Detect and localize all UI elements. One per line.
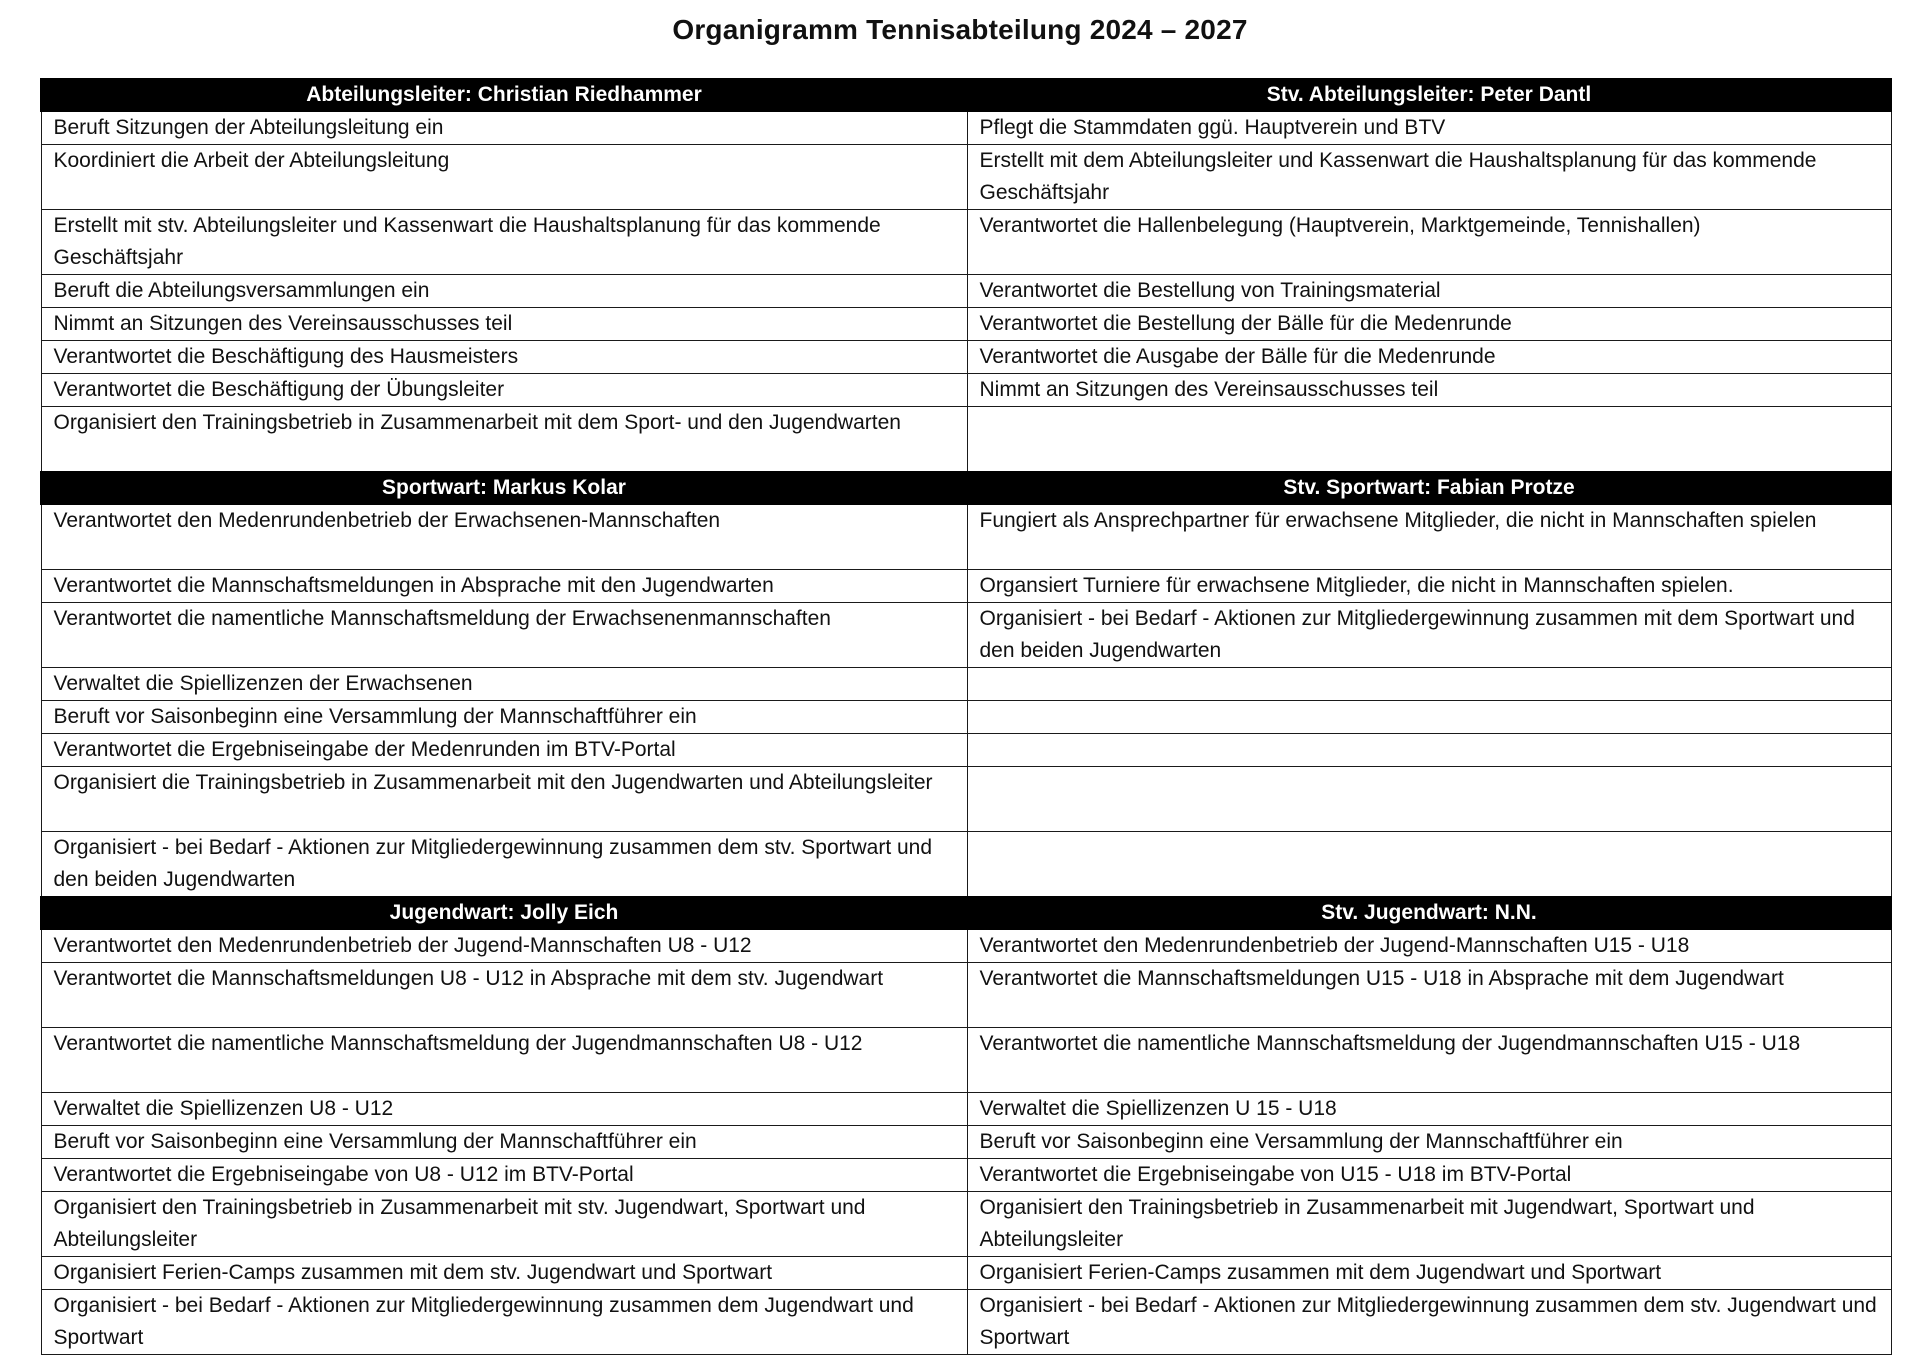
table-row (41, 111, 1891, 145)
table-row (41, 308, 1891, 341)
table-row (41, 734, 1891, 767)
task-cell: Organisiert Ferien-Camps zusammen mit dem Jugendwart und Sportwart (967, 1257, 1891, 1290)
task-cell: Organisiert den Trainingsbetrieb in Zusammenarbeit mit stv. Jugendwart, Sportwart und Abteilungsleiter (41, 1192, 967, 1257)
section-header-row (41, 79, 1891, 111)
role-header-stv-jugendwart: Stv. Jugendwart: N.N. (967, 897, 1891, 929)
task-cell: Verantwortet die Ergebniseingabe der Medenrunden im BTV-Portal (41, 734, 967, 767)
table-row (41, 603, 1891, 668)
table-row (41, 767, 1891, 832)
task-cell: Verwaltet die Spiellizenzen U 15 - U18 (967, 1093, 1891, 1126)
task-cell (967, 701, 1891, 734)
role-header-stv-sportwart: Stv. Sportwart: Fabian Protze (967, 472, 1891, 504)
task-cell: Nimmt an Sitzungen des Vereinsausschusses teil (41, 308, 967, 341)
table-row (41, 1126, 1891, 1159)
table-row (41, 929, 1891, 963)
task-cell: Erstellt mit stv. Abteilungsleiter und Kassenwart die Haushaltsplanung für das kommende Geschäftsjahr (41, 210, 967, 275)
section-header-row (41, 472, 1891, 504)
organigram-table (40, 78, 1892, 1355)
task-cell: Verantwortet die Mannschaftsmeldungen U15 - U18 in Absprache mit dem Jugendwart (967, 963, 1891, 1028)
table-row (41, 145, 1891, 210)
task-cell: Verwaltet die Spiellizenzen der Erwachsenen (41, 668, 967, 701)
table-row (41, 504, 1891, 570)
task-cell: Koordiniert die Arbeit der Abteilungsleitung (41, 145, 967, 210)
table-row (41, 832, 1891, 898)
table-row (41, 1093, 1891, 1126)
task-cell: Verantwortet die namentliche Mannschaftsmeldung der Jugendmannschaften U15 - U18 (967, 1028, 1891, 1093)
task-cell (967, 767, 1891, 832)
section-header-row (41, 897, 1891, 929)
task-cell: Organisiert Ferien-Camps zusammen mit dem stv. Jugendwart und Sportwart (41, 1257, 967, 1290)
table-row (41, 374, 1891, 407)
task-cell: Verwaltet die Spiellizenzen U8 - U12 (41, 1093, 967, 1126)
role-header-stv-abteilungsleiter: Stv. Abteilungsleiter: Peter Dantl (967, 79, 1891, 111)
task-cell: Organisiert - bei Bedarf - Aktionen zur Mitgliedergewinnung zusammen dem Jugendwart und Sportwart (41, 1290, 967, 1355)
table-row (41, 668, 1891, 701)
page-title: Organigramm Tennisabteilung 2024 – 2027 (672, 14, 1248, 45)
table-row (41, 407, 1891, 473)
task-cell: Verantwortet die Bestellung der Bälle für die Medenrunde (967, 308, 1891, 341)
task-cell (967, 668, 1891, 701)
task-cell (967, 734, 1891, 767)
table-row (41, 1290, 1891, 1355)
task-cell: Organsiert Turniere für erwachsene Mitglieder, die nicht in Mannschaften spielen. (967, 570, 1891, 603)
task-cell: Verantwortet die Hallenbelegung (Hauptverein, Marktgemeinde, Tennishallen) (967, 210, 1891, 275)
table-row (41, 275, 1891, 308)
task-cell: Verantwortet die Ausgabe der Bälle für die Medenrunde (967, 341, 1891, 374)
role-header-abteilungsleiter: Abteilungsleiter: Christian Riedhammer (41, 79, 967, 111)
task-cell: Organisiert den Trainingsbetrieb in Zusammenarbeit mit dem Sport- und den Jugendwarten (41, 407, 967, 473)
task-cell: Verantwortet die Ergebniseingabe von U8 - U12 im BTV-Portal (41, 1159, 967, 1192)
table-row (41, 210, 1891, 275)
task-cell: Beruft die Abteilungsversammlungen ein (41, 275, 967, 308)
task-cell: Organisiert - bei Bedarf - Aktionen zur Mitgliedergewinnung zusammen mit dem Sportwart und den beiden Jugendwarten (967, 603, 1891, 668)
task-cell: Beruft vor Saisonbeginn eine Versammlung der Mannschaftführer ein (41, 1126, 967, 1159)
task-cell: Verantwortet die Ergebniseingabe von U15 - U18 im BTV-Portal (967, 1159, 1891, 1192)
table-row (41, 570, 1891, 603)
task-cell: Erstellt mit dem Abteilungsleiter und Kassenwart die Haushaltsplanung für das kommende Geschäftsjahr (967, 145, 1891, 210)
task-cell: Organisiert - bei Bedarf - Aktionen zur Mitgliedergewinnung zusammen dem stv. Sportwart und den beiden Jugendwarten (41, 832, 967, 898)
task-cell: Beruft Sitzungen der Abteilungsleitung ein (41, 111, 967, 145)
task-cell: Beruft vor Saisonbeginn eine Versammlung der Mannschaftführer ein (41, 701, 967, 734)
task-cell: Verantwortet die Beschäftigung der Übungsleiter (41, 374, 967, 407)
role-header-sportwart: Sportwart: Markus Kolar (41, 472, 967, 504)
task-cell (967, 832, 1891, 898)
task-cell: Verantwortet den Medenrundenbetrieb der Jugend-Mannschaften U15 - U18 (967, 929, 1891, 963)
task-cell: Verantwortet die Bestellung von Trainingsmaterial (967, 275, 1891, 308)
task-cell: Verantwortet den Medenrundenbetrieb der Erwachsenen-Mannschaften (41, 504, 967, 570)
task-cell: Verantwortet den Medenrundenbetrieb der Jugend-Mannschaften U8 - U12 (41, 929, 967, 963)
table-row (41, 963, 1891, 1028)
table-row (41, 341, 1891, 374)
table-row (41, 701, 1891, 734)
table-row (41, 1159, 1891, 1192)
table-row (41, 1028, 1891, 1093)
task-cell: Organisiert - bei Bedarf - Aktionen zur Mitgliedergewinnung zusammen dem stv. Jugendwart und Sportwart (967, 1290, 1891, 1355)
role-header-jugendwart: Jugendwart: Jolly Eich (41, 897, 967, 929)
task-cell: Organisiert den Trainingsbetrieb in Zusammenarbeit mit Jugendwart, Sportwart und Abteilungsleiter (967, 1192, 1891, 1257)
table-row (41, 1192, 1891, 1257)
task-cell: Nimmt an Sitzungen des Vereinsausschusses teil (967, 374, 1891, 407)
task-cell: Verantwortet die Beschäftigung des Hausmeisters (41, 341, 967, 374)
task-cell: Verantwortet die Mannschaftsmeldungen U8 - U12 in Absprache mit dem stv. Jugendwart (41, 963, 967, 1028)
task-cell: Pflegt die Stammdaten ggü. Hauptverein und BTV (967, 111, 1891, 145)
task-cell: Verantwortet die Mannschaftsmeldungen in Absprache mit den Jugendwarten (41, 570, 967, 603)
table-row (41, 1257, 1891, 1290)
task-cell: Verantwortet die namentliche Mannschaftsmeldung der Erwachsenenmannschaften (41, 603, 967, 668)
task-cell: Beruft vor Saisonbeginn eine Versammlung der Mannschaftführer ein (967, 1126, 1891, 1159)
task-cell: Verantwortet die namentliche Mannschaftsmeldung der Jugendmannschaften U8 - U12 (41, 1028, 967, 1093)
task-cell: Fungiert als Ansprechpartner für erwachsene Mitglieder, die nicht in Mannschaften spielen (967, 504, 1891, 570)
task-cell: Organisiert die Trainingsbetrieb in Zusammenarbeit mit den Jugendwarten und Abteilungsleiter (41, 767, 967, 832)
task-cell (967, 407, 1891, 473)
